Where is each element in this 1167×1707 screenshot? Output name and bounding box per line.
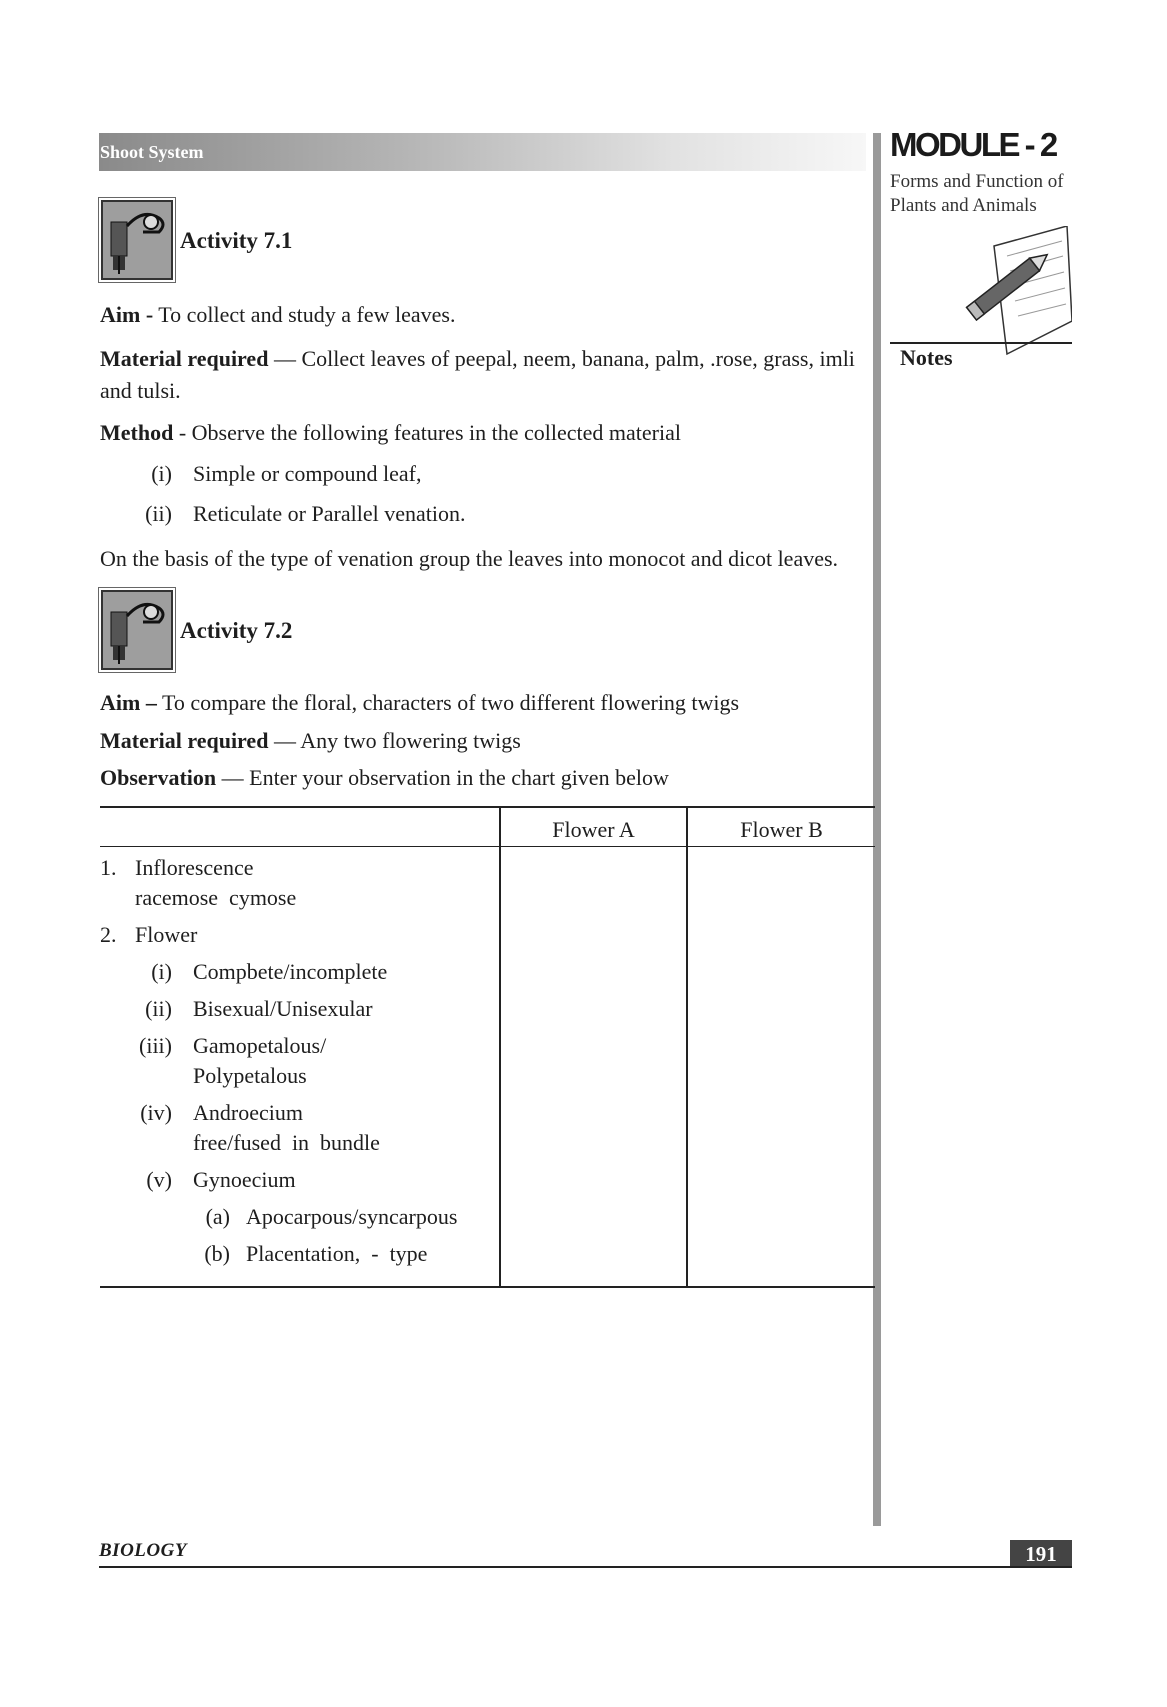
material-label: Material required (100, 728, 269, 753)
material-text: — Collect leaves of peepal, neem, banana, palm, .rose, grass, imli (273, 346, 855, 371)
notes-pencil-icon (962, 226, 1072, 356)
microscope-hand-icon (103, 202, 171, 278)
observation-text: — Enter your observation in the chart given below (221, 765, 669, 790)
section-title: Shoot System (100, 142, 204, 162)
sub-item-text: Bisexual/Unisexular (193, 996, 373, 1021)
activity-7-2-material (100, 726, 521, 756)
sub-item-text: Gamopetalous/ (193, 1033, 327, 1058)
activity-7-2-observation (100, 763, 669, 793)
sub-item-text: Compbete/incomplete (193, 959, 388, 984)
row-title: Flower (135, 922, 198, 947)
aim-label: Aim – (100, 690, 157, 715)
activity-icon (101, 200, 173, 280)
list-item-text: Simple or compound leaf, (193, 461, 422, 486)
method-label: Method (100, 420, 174, 445)
notes-label: Notes (900, 345, 953, 370)
row-number: 2. (100, 922, 117, 947)
table-bottom-rule (100, 1286, 875, 1288)
page-number: 191 (1010, 1540, 1072, 1568)
section-header (99, 133, 866, 171)
table-column-divider (686, 806, 688, 1288)
sub-item-text-cont: Polypetalous (193, 1063, 307, 1088)
table-header-rule (100, 846, 875, 847)
material-text: — Any two flowering twigs (273, 728, 521, 753)
activity-7-1-conclusion: On the basis of the type of venation group the leaves into monocot and dicot leaves. (100, 546, 839, 571)
activity-7-1-material (100, 344, 880, 406)
activity-7-1-aim (100, 300, 455, 330)
row-subtitle: racemose cymose (135, 885, 297, 910)
module-subtitle (890, 170, 1090, 218)
sub-item-number: (iv) (140, 1100, 172, 1125)
sub-item-number: (ii) (145, 996, 172, 1021)
footer-rule (99, 1566, 1072, 1568)
table-column-divider (499, 806, 501, 1288)
footer-subject: BIOLOGY (99, 1540, 187, 1561)
row-title: Inflorescence (135, 855, 254, 880)
module-subtitle-line1: Forms and Function of (890, 171, 1064, 192)
observation-label: Observation (100, 765, 217, 790)
activity-7-1-method (100, 418, 681, 448)
material-label: Material required (100, 346, 269, 371)
module-subtitle-line2: Plants and Animals (890, 195, 1037, 216)
activity-7-2-title: Activity 7.2 (180, 618, 293, 643)
row-number: 1. (100, 855, 117, 880)
table-header-flower-a: Flower A (552, 817, 635, 842)
module-title: MODULE - 2 (890, 126, 1056, 163)
aim-text: To collect and study a few leaves. (158, 302, 456, 327)
table-header-flower-b: Flower B (740, 817, 823, 842)
sub-item-text: Androecium (193, 1100, 303, 1125)
sub-item-number: (i) (151, 959, 172, 984)
activity-7-1-title: Activity 7.1 (180, 228, 293, 253)
notes-rule (890, 342, 1072, 344)
list-item-number: (i) (151, 461, 172, 486)
material-text-cont: and tulsi. (100, 378, 181, 403)
activity-icon (101, 590, 173, 670)
list-item-number: (ii) (145, 501, 172, 526)
list-item-text: Reticulate or Parallel venation. (193, 501, 466, 526)
sub-item-number: (iii) (139, 1033, 172, 1058)
sub-item-text-cont: free/fused in bundle (193, 1130, 380, 1155)
sub-sub-item-number: (a) (205, 1204, 230, 1229)
microscope-hand-icon (103, 592, 171, 668)
aim-label: Aim - (100, 302, 154, 327)
activity-7-2-aim (100, 688, 739, 718)
table-top-rule (100, 806, 875, 808)
sub-sub-item-number: (b) (204, 1241, 230, 1266)
method-text: - Observe the following features in the collected material (178, 420, 681, 445)
sub-item-text: Gynoecium (193, 1167, 296, 1192)
sub-sub-item-text: Placentation, - type (246, 1241, 428, 1266)
sub-sub-item-text: Apocarpous/syncarpous (246, 1204, 458, 1229)
aim-text: To compare the floral, characters of two different flowering twigs (161, 690, 740, 715)
sub-item-number: (v) (146, 1167, 172, 1192)
